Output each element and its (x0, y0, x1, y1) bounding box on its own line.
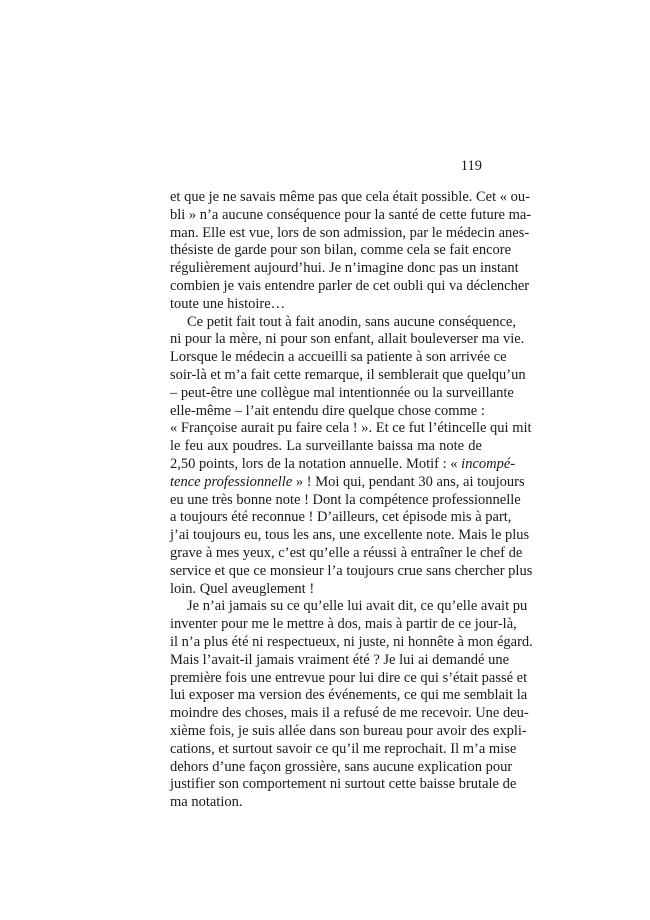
text-line: justifier son comportement ni surtout cette baisse brutale de (170, 776, 517, 793)
text-line: et que je ne savais même pas que cela était possible. Cet « ou- (170, 189, 530, 205)
text-line: Lorsque le médecin a accueilli sa patiente à son arrivée ce (170, 349, 507, 366)
text-line: il n’a plus été ni respectueux, ni juste, ni honnête à mon égard. (170, 633, 533, 650)
text-line: bli » n’a aucune conséquence pour la santé de cette future ma- (170, 206, 532, 223)
text-line: inventer pour me le mettre à dos, mais à partir de ce jour-là, (170, 616, 517, 633)
text-line: régulièrement aujourd’hui. Je n’imagine donc pas un instant (170, 260, 519, 277)
text-fragment: 2,50 points, lors de la notation annuelle. Motif : « (170, 455, 462, 472)
body-text (170, 189, 533, 812)
text-line: Je n’ai jamais su ce qu’elle lui avait dit, ce qu’elle avait pu (187, 598, 528, 615)
text-line: j’ai toujours eu, tous les ans, une excellente note. Mais le plus (170, 527, 530, 544)
italic-text: incompé- (461, 455, 516, 472)
text-line: a toujours été reconnue ! D’ailleurs, cet épisode mis à part, (170, 509, 512, 526)
text-line: xième fois, je suis allée dans son bureau pour avoir des expli- (170, 722, 527, 739)
text-line: moindre des choses, mais il a refusé de me recevoir. Une deu- (170, 705, 529, 722)
text-line (170, 473, 525, 492)
text-line: service et que ce monsieur l’a toujours crue sans chercher plus (170, 562, 533, 579)
text-line: man. Elle est vue, lors de son admission, par le médecin anes- (170, 224, 530, 241)
text-line: eu une très bonne note ! Dont la compétence professionnelle (170, 491, 521, 508)
text-line: ni pour la mère, ni pour son enfant, allait bouleverser ma vie. (170, 331, 525, 348)
text-line: soir-là et m’a fait cette remarque, il semblerait que quelqu’un (170, 366, 526, 383)
text-line: grave à mes yeux, c’est qu’elle a réussi à entraîner le chef de (170, 544, 523, 561)
text-line: Mais l’avait-il jamais vraiment été ? Je lui ai demandé une (170, 651, 510, 668)
text-line: toute une histoire… (170, 295, 286, 312)
paragraph-2 (170, 313, 533, 599)
text-line: loin. Quel aveuglement ! (170, 580, 315, 597)
text-line: dehors d’une façon grossière, sans aucune explication pour (170, 758, 513, 775)
italic-text: tence professionnelle (170, 473, 293, 490)
text-line: combien je vais entendre parler de cet oubli qui va déclencher (170, 277, 530, 294)
paragraph-3 (170, 598, 533, 812)
text-line: « Françoise aurait pu faire cela ! ». Et ce fut l’étincelle qui mit (170, 420, 532, 437)
text-line: première fois une entrevue pour lui dire ce qui s’était passé et (170, 669, 528, 686)
text-line: lui exposer ma version des événements, ce qui me semblait la (170, 687, 528, 704)
paragraph-1 (170, 189, 532, 314)
text-line: thésiste de garde pour son bilan, comme cela se fait encore (170, 242, 512, 259)
text-line: – peut-être une collègue mal intentionnée ou la surveillante (170, 384, 514, 401)
text-line: ma notation. (170, 794, 243, 811)
text-line (170, 455, 516, 474)
text-line: Ce petit fait tout à fait anodin, sans aucune conséquence, (187, 313, 516, 330)
text-line: le feu aux poudres. La surveillante baissa ma note de (170, 438, 482, 455)
page-number: 119 (460, 158, 482, 174)
text-line: cations, et surtout savoir ce qu’il me reprochait. Il m’a mise (170, 740, 517, 757)
text-fragment: » ! Moi qui, pendant 30 ans, ai toujours (292, 473, 525, 490)
text-line: elle-même – l’ait entendu dire quelque chose comme : (170, 402, 485, 419)
